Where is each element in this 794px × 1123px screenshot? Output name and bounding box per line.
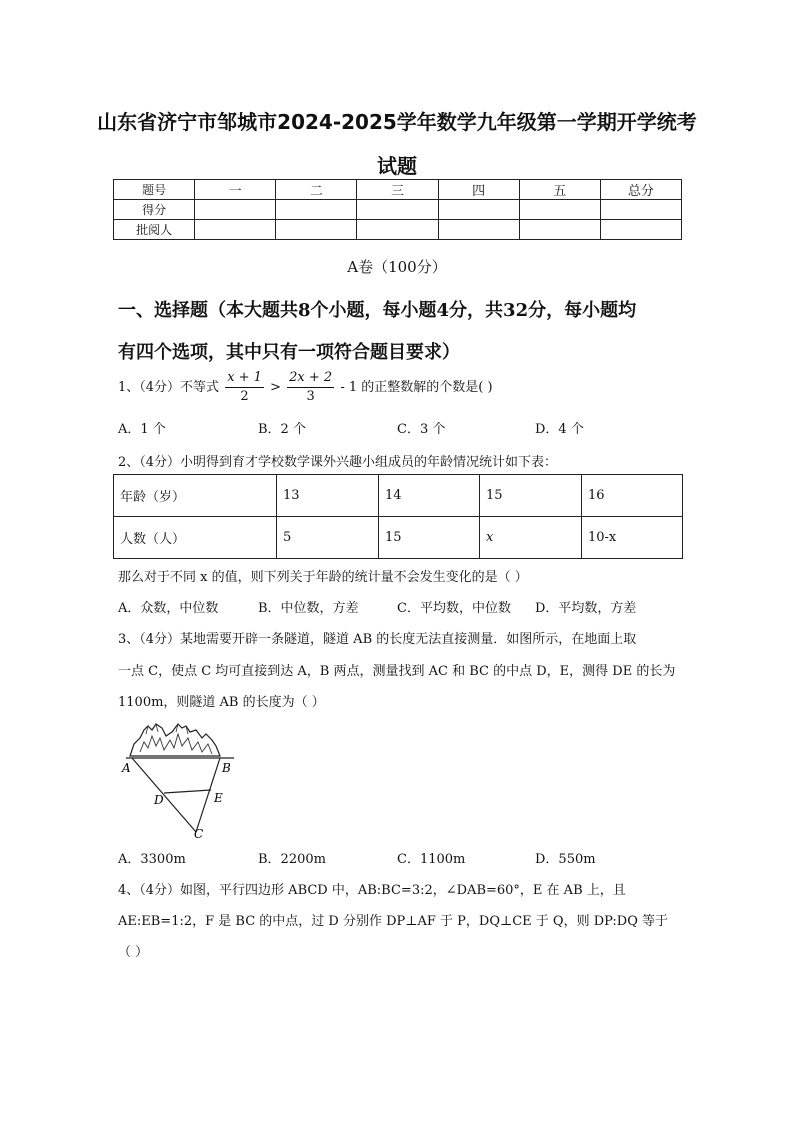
age-table-cell: 人数（人） (114, 517, 277, 559)
q3-option-a: A．3300m (118, 852, 186, 867)
score-header-cell: 三 (357, 180, 438, 200)
tunnel-figure (118, 712, 238, 838)
paper-part-heading: A卷（100分） (347, 258, 447, 276)
question-3-line2: 一点 C，使点 C 均可直接到达 A，B 两点，测量找到 AC 和 BC 的中点 D，E，测得 DE 的长为 (118, 664, 676, 679)
score-cell (276, 200, 357, 220)
q2-option-d: D．平均数，方差 (535, 601, 637, 616)
score-header-cell: 四 (438, 180, 519, 200)
age-table-cell: 10-x (582, 517, 683, 559)
score-header-cell: 一 (195, 180, 276, 200)
score-cell (438, 200, 519, 220)
label-e: E (214, 791, 223, 805)
q1-fraction-2 (287, 369, 334, 406)
q3-option-d: D．550m (535, 852, 596, 867)
question-3-line3: 1100m，则隧道 AB 的长度为（ ） (118, 695, 325, 710)
score-cell (276, 220, 357, 240)
score-cell (600, 220, 681, 240)
score-row-label: 批阅人 (114, 220, 195, 240)
q1-prefix: 1、（4分）不等式 (118, 380, 220, 395)
age-table-cell: 5 (277, 517, 379, 559)
segment-de (164, 790, 211, 793)
score-header-cell: 题号 (114, 180, 195, 200)
label-a: A (122, 761, 131, 775)
q2-option-c: C．平均数，中位数 (397, 601, 511, 616)
score-cell (519, 220, 600, 240)
age-table-cell: x (480, 517, 582, 559)
score-cell (195, 220, 276, 240)
section-heading-line1: 一、选择题（本大题共8个小题，每小题4分，共32分，每小题均 (118, 300, 637, 321)
age-table-row (114, 475, 683, 517)
label-d: D (154, 793, 164, 807)
q3-option-c: C．1100m (397, 852, 466, 867)
segment-ac (132, 758, 196, 832)
q1-option-c: C．3 个 (397, 422, 446, 437)
age-stats-table (113, 474, 683, 559)
q1-frac1-denominator: 2 (240, 389, 249, 404)
score-table-row (114, 220, 682, 240)
age-table-cell: 15 (379, 517, 480, 559)
score-table (113, 179, 682, 240)
q1-option-d: D．4 个 (535, 422, 584, 437)
score-row-label: 得分 (114, 200, 195, 220)
age-table-cell: 年龄（岁） (114, 475, 277, 517)
age-table-cell: 13 (277, 475, 379, 517)
label-b: B (222, 761, 231, 775)
q1-frac2-denominator: 3 (306, 389, 315, 404)
question-2-stem: 2、（4分）小明得到育才学校数学课外兴趣小组成员的年龄情况统计如下表： (118, 455, 558, 470)
question-4-line1: 4、（4分）如图，平行四边形 ABCD 中，AB:BC=3:2，∠DAB=60°，E 在 AB 上，且 (118, 883, 626, 898)
q1-frac1-numerator: x + 1 (225, 369, 264, 388)
score-cell (357, 200, 438, 220)
age-table-cell: 15 (480, 475, 582, 517)
q1-option-a: A．1 个 (118, 422, 166, 437)
question-4-line2: AE:EB=1:2，F 是 BC 的中点，过 D 分别作 DP⊥AF 于 P，DQ⊥CE 于 Q，则 DP:DQ 等于 (118, 914, 669, 929)
document-title-line2: 试题 (377, 154, 417, 178)
label-c: C (194, 827, 204, 838)
question-2-prompt: 那么对于不同 x 的值，则下列关于年龄的统计量不会发生变化的是（ ） (118, 570, 528, 585)
score-header-cell: 二 (276, 180, 357, 200)
score-cell (438, 220, 519, 240)
score-cell (600, 200, 681, 220)
age-table-cell: 14 (379, 475, 480, 517)
score-cell (519, 200, 600, 220)
score-header-cell: 五 (519, 180, 600, 200)
score-cell (357, 220, 438, 240)
section-heading-line2: 有四个选项，其中只有一项符合题目要求） (118, 342, 460, 363)
q1-fraction-1 (225, 369, 264, 406)
age-table-cell: 16 (582, 475, 683, 517)
question-1-stem (118, 369, 493, 406)
q1-option-b: B．2 个 (258, 422, 306, 437)
q2-option-b: B．中位数，方差 (258, 601, 359, 616)
score-header-cell: 总分 (600, 180, 681, 200)
q1-frac2-numerator: 2x + 2 (287, 369, 334, 388)
q1-suffix: - 1 的正整数解的个数是( ) (340, 380, 493, 395)
score-table-header-row (114, 180, 682, 200)
score-cell (195, 200, 276, 220)
score-table-row (114, 200, 682, 220)
question-4-line3: （ ） (118, 945, 149, 960)
question-3-line1: 3、（4分）某地需要开辟一条隧道，隧道 AB 的长度无法直接测量．如图所示，在地面上取 (118, 632, 637, 647)
q1-operator: > (270, 380, 281, 395)
document-title-line1: 山东省济宁市邹城市2024-2025学年数学九年级第一学期开学统考 (97, 110, 697, 134)
age-table-row (114, 517, 683, 559)
mountain-shape (130, 724, 220, 756)
q3-option-b: B．2200m (258, 852, 326, 867)
q2-option-a: A．众数，中位数 (118, 601, 219, 616)
